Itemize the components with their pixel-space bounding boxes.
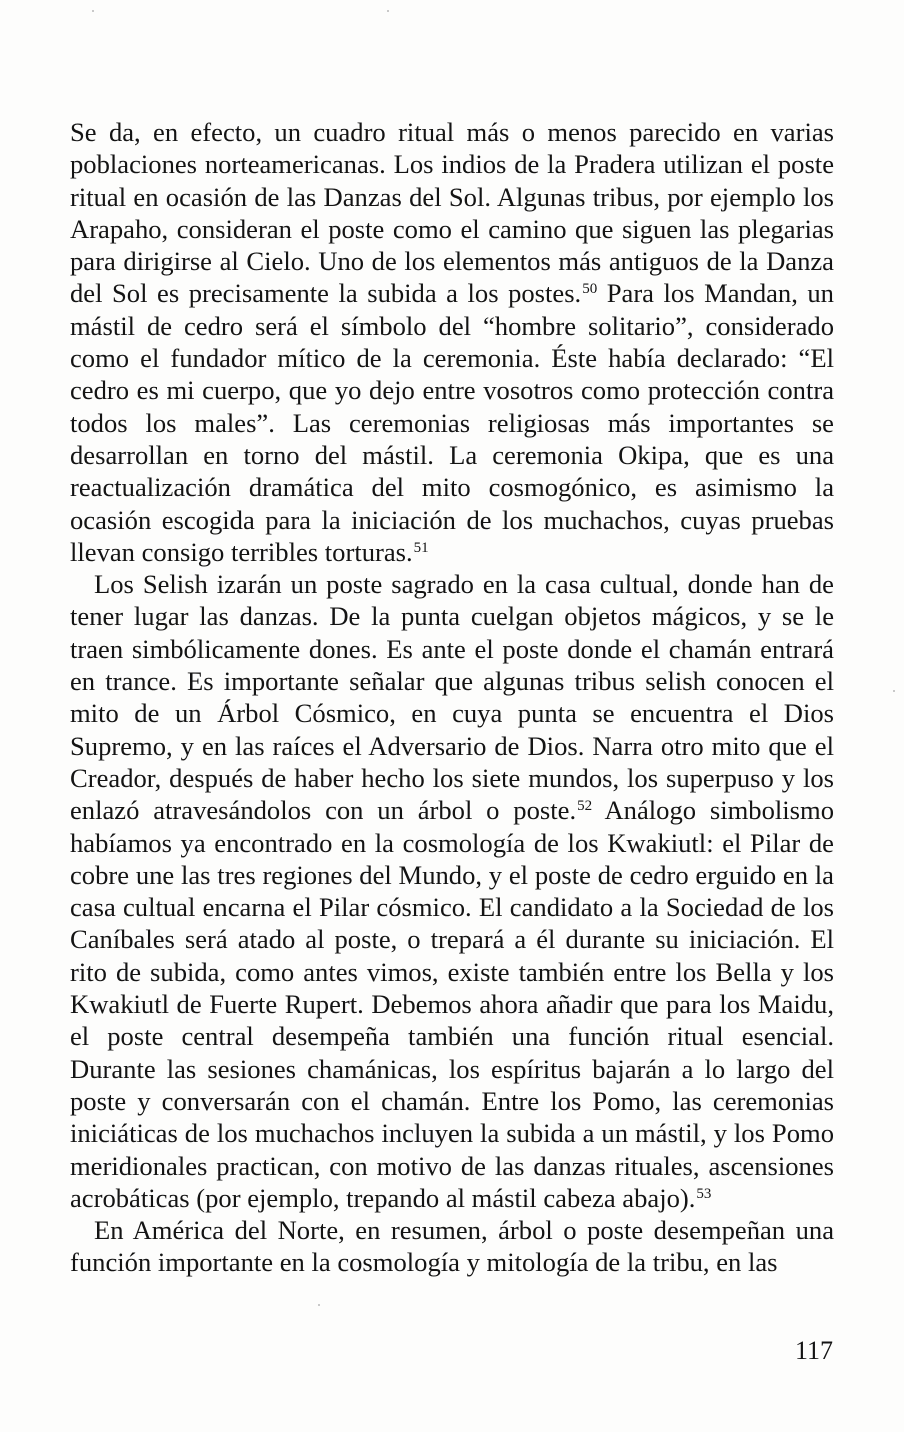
body-text — [70, 116, 834, 1279]
scan-speck — [318, 1304, 320, 1306]
paragraph-text: Análogo simbolismo habíamos ya encontrado en la cosmología de los Kwakiutl: el Pilar de cobre une las tres regiones del Mundo, y el poste de cedro erguido en la casa cultual encarna el Pilar cósmico. El candidato a la Sociedad de los Caníbales será atado al poste, o trepará a él durante su iniciación. El rito de subida, como antes vimos, existe también entre los Bella y los Kwakiutl de Fuerte Rupert. Debemos ahora añadir que para los Maidu, el poste central desempeña también una función ritual esencial. Durante las sesiones chamánicas, los espíritus bajarán a lo largo del poste y conversarán con el chamán. Entre los Pomo, las ceremonias iniciáticas de los muchachos incluyen la subida a un mástil, y los Pomo meridionales practican, con motivo de las danzas rituales, ascensiones acrobáticas (por ejemplo, trepando al mástil cabeza abajo). — [70, 795, 834, 1213]
scan-speck — [92, 10, 94, 12]
scan-speck — [387, 10, 389, 12]
footnote-ref[interactable]: 53 — [696, 1185, 712, 1202]
paragraph-1 — [70, 116, 834, 568]
footnote-ref[interactable]: 51 — [413, 539, 429, 556]
paragraph-text: Se da, en efecto, un cuadro ritual más o menos parecido en varias poblaciones norteamericanas. Los indios de la Pradera utilizan el poste ritual en ocasión de las Danzas del Sol. Algunas tribus, por ejemplo los Arapaho, consideran el poste como el camino que siguen las plegarias para dirigirse al Cielo. Uno de los elementos más antiguos de la Danza del Sol es precisamente la subida a los postes. — [70, 117, 834, 309]
footnote-ref[interactable]: 52 — [577, 798, 593, 815]
scan-speck — [893, 690, 895, 692]
footnote-ref[interactable]: 50 — [582, 281, 598, 298]
paragraph-text: Para los Mandan, un mástil de cedro será el símbolo del “hombre solitario”, considerado como el fundador mítico de la ceremonia. Éste había declarado: “El cedro es mi cuerpo, que yo dejo entre vosotros como protección contra todos los males”. Las ceremonias religiosas más importantes se desarrollan en torno del mástil. La ceremonia Okipa, que es una reactualización dramática del mito cosmogónico, es asimismo la ocasión escogida para la iniciación de los muchachos, cuyas pruebas llevan consigo terribles torturas. — [70, 278, 834, 567]
paragraph-2 — [70, 568, 834, 1214]
paragraph-text: Los Selish izarán un poste sagrado en la casa cultual, donde han de tener lugar las danzas. De la punta cuelgan objetos mágicos, y se le traen simbólicamente dones. Es ante el poste donde el chamán entrará en trance. Es importante señalar que algunas tribus selish conocen el mito de un Árbol Cósmico, en cuya punta se encuentra el Dios Supremo, y en las raíces el Adversario de Dios. Narra otro mito que el Creador, después de haber hecho los siete mundos, los superpuso y los enlazó atravesándolos con un árbol o poste. — [70, 569, 834, 826]
paragraph-text: En América del Norte, en resumen, árbol o poste desempeñan una función importante en la cosmología y mitología de la tribu, en las — [70, 1215, 834, 1278]
paragraph-3 — [70, 1214, 834, 1279]
page-number: 117 — [794, 1336, 833, 1365]
